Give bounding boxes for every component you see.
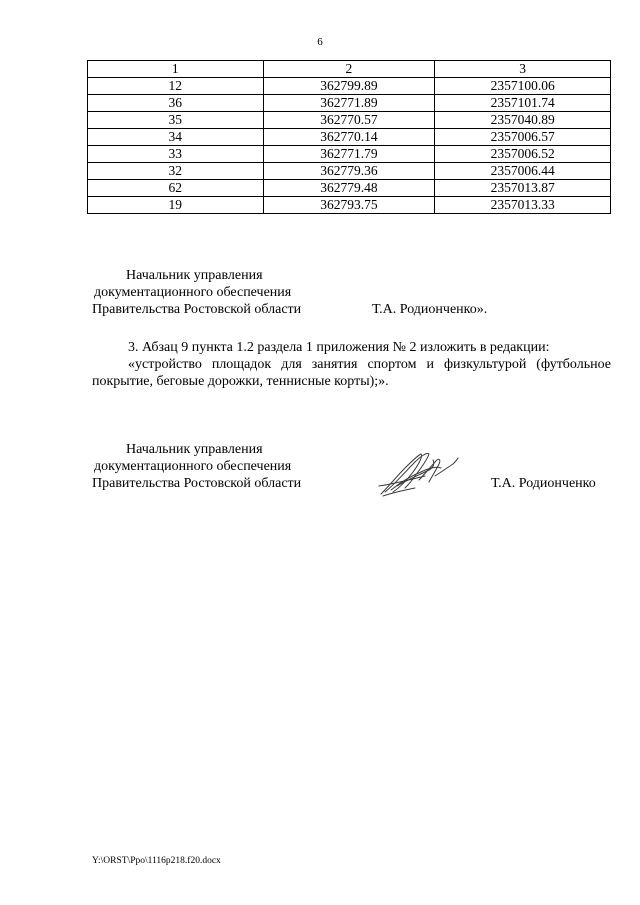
table-cell-point: 35 xyxy=(88,112,264,129)
table-cell-y: 2357013.33 xyxy=(435,197,611,214)
table-cell-x: 362770.57 xyxy=(263,112,435,129)
table-cell-x: 362779.48 xyxy=(263,180,435,197)
table-header-cell: 2 xyxy=(263,61,435,78)
amendment-quote-paragraph: «устройство площадок для занятия спортом и физкультурой (футбольное покрытие, беговые дорожки, теннисные корты);». xyxy=(92,357,611,389)
table-row xyxy=(88,180,611,197)
table-header-cell: 1 xyxy=(88,61,264,78)
signatory-position-line-1: Начальник управления xyxy=(126,268,263,283)
coordinates-table xyxy=(87,60,611,214)
table-cell-point: 34 xyxy=(88,129,264,146)
signature-block-1 xyxy=(92,267,301,318)
table-cell-y: 2357101.74 xyxy=(435,95,611,112)
signatory-position-line-3: Правительства Ростовской области xyxy=(92,302,302,317)
table-cell-y: 2357006.44 xyxy=(435,163,611,180)
table-row xyxy=(88,95,611,112)
signatory-position-line-3: Правительства Ростовской области xyxy=(92,476,302,491)
signatory-position-line-1: Начальник управления xyxy=(126,442,263,457)
table-cell-x: 362779.36 xyxy=(263,163,435,180)
table-header-row xyxy=(88,61,611,78)
table-cell-x: 362793.75 xyxy=(263,197,435,214)
table-row xyxy=(88,129,611,146)
table-cell-point: 36 xyxy=(88,95,264,112)
table-cell-x: 362771.79 xyxy=(263,146,435,163)
page-number: 6 xyxy=(317,36,323,48)
table-cell-x: 362770.14 xyxy=(263,129,435,146)
table-row xyxy=(88,163,611,180)
table-header-cell: 3 xyxy=(435,61,611,78)
table-cell-x: 362771.89 xyxy=(263,95,435,112)
footer-file-path: Y:\ORST\Ppo\1116p218.f20.docx xyxy=(92,856,221,866)
signature-block-2 xyxy=(92,441,301,492)
table-cell-y: 2357006.57 xyxy=(435,129,611,146)
table-cell-y: 2357013.87 xyxy=(435,180,611,197)
table-cell-point: 62 xyxy=(88,180,264,197)
table-cell-y: 2357100.06 xyxy=(435,78,611,95)
table-cell-point: 19 xyxy=(88,197,264,214)
table-cell-y: 2357040.89 xyxy=(435,112,611,129)
signatory-name-1: Т.А. Родионченко». xyxy=(372,302,488,317)
table-cell-point: 33 xyxy=(88,146,264,163)
handwritten-signature xyxy=(375,446,461,498)
table-cell-y: 2357006.52 xyxy=(435,146,611,163)
signatory-position-line-2: документационного обеспечения xyxy=(94,285,292,300)
table-row xyxy=(88,112,611,129)
signatory-name-2: Т.А. Родионченко xyxy=(491,476,596,491)
table-cell-point: 32 xyxy=(88,163,264,180)
amendment-paragraph: 3. Абзац 9 пункта 1.2 раздела 1 приложения № 2 изложить в редакции: xyxy=(128,340,550,355)
table-row xyxy=(88,78,611,95)
table-row xyxy=(88,146,611,163)
table-row xyxy=(88,197,611,214)
table-cell-point: 12 xyxy=(88,78,264,95)
table-cell-x: 362799.89 xyxy=(263,78,435,95)
signatory-position-line-2: документационного обеспечения xyxy=(94,459,292,474)
